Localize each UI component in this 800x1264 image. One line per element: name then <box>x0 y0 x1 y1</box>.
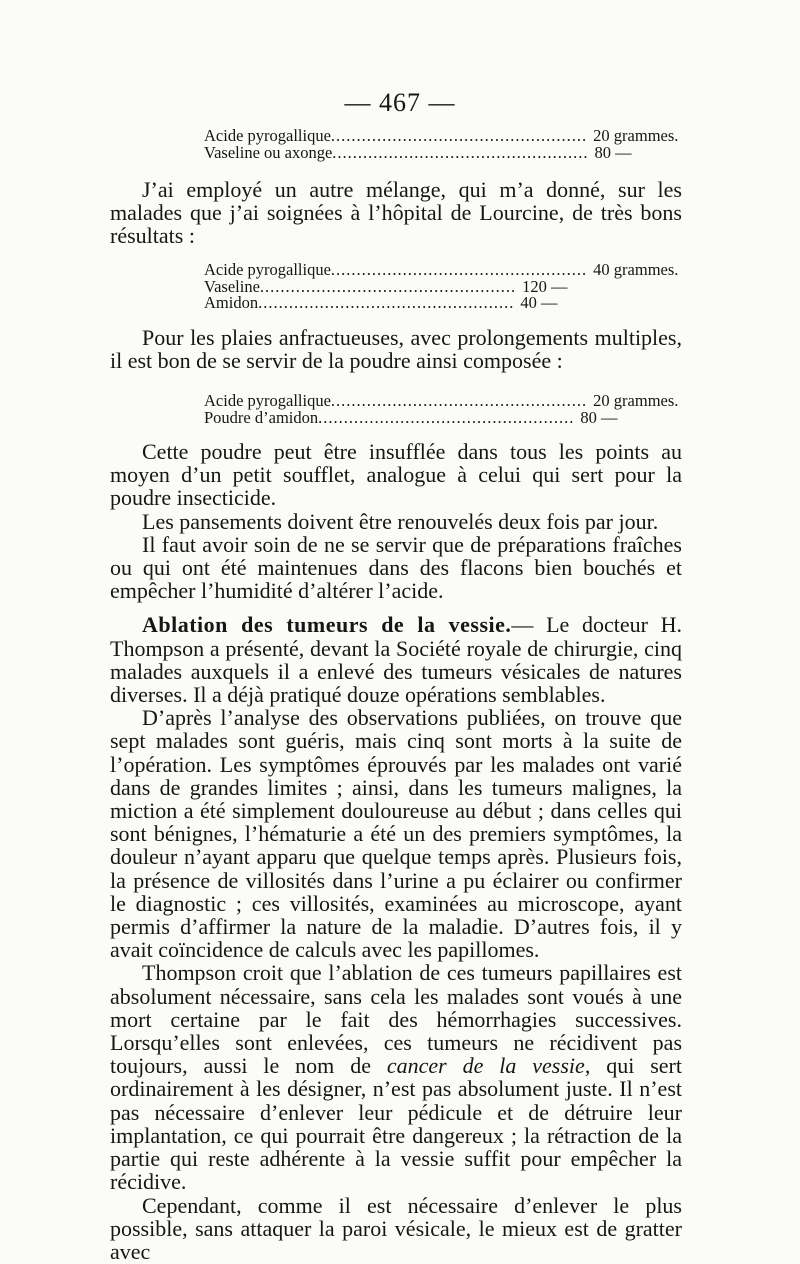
recipe-1 <box>204 126 679 162</box>
ingredient: Acide pyrogallique <box>204 260 331 279</box>
paragraph-4: Les pansements doivent être renouvelés deux fois par jour. <box>142 508 659 534</box>
ingredient: Acide pyrogallique <box>204 126 331 145</box>
quantity: 20 grammes. <box>593 126 679 145</box>
recipe-row: Vaseline .................................................. 120 — <box>204 279 622 296</box>
paragraph-6: D’après l’analyse des observations publiées, on trouve que sept malades sont guéris, mais cinq sont morts à la suite de l’opération. Les symptômes éprouvés par les malades ont varié dans de grandes limites ; ainsi, dans les tumeurs malignes, la miction a été simplement douloureuse au début ; dans celles qui sont bénignes, l’hématurie a été un des premiers symptômes, la douleur n’ayant apparu que quelque temps après. Plusieurs fois, la présence de villosités dans l’urine a pu éclairer ou confirmer le diagnostic ; ces villosités, examinées au microscope, ayant permis d’affirmer la nature de la maladie. D’autres fois, il y avait coïncidence de calculs avec les papillomes. <box>110 705 682 963</box>
recipe-row: Acide pyrogallique .................................................. 20 grammes. <box>204 393 622 410</box>
ingredient: Vaseline ou axonge <box>204 142 333 162</box>
text-run: Thompson croit que l’ablation de ces tumeurs papillaires est absolument nécessaire, sans cela les malades sont voués à une mort certaine par le fait des hémorrhagies successives. Lorsqu’elles sont enlevées, ces tumeurs ne récidivent pas toujours, aussi le nom de <box>110 960 682 1079</box>
section-body: — Le docteur H. Thompson a présenté, devant la Société royale de chirurgie, cinq malades auxquels il a enlevé des tumeurs vésicales de natures diverses. Il a déjà pratiqué douze opérations semblables. <box>110 612 682 708</box>
quantity: 20 grammes. <box>593 391 679 410</box>
recipe-row: Acide pyrogallique .................................................. 40 grammes. <box>204 262 622 279</box>
italic-term: cancer de la vessie <box>386 1053 585 1079</box>
recipe-row: Vaseline ou axonge .................................................. 80 — <box>204 145 622 162</box>
recipe-row: Amidon .................................................. 40 — <box>204 295 622 312</box>
paragraph-3: Cette poudre peut être insufflée dans tous les points au moyen d’un petit soufflet, analogue à celui qui sert pour la poudre insecticide. <box>110 439 682 511</box>
recipe-row: Poudre d’amidon .................................................. 80 — <box>204 410 622 427</box>
paragraph-8: Cependant, comme il est nécessaire d’enlever le plus possible, sans attaquer la paroi vésicale, le mieux est de gratter avec <box>110 1192 682 1264</box>
body-text <box>110 440 682 1263</box>
ingredient: Acide pyrogallique <box>204 391 331 410</box>
recipe-2 <box>204 260 679 313</box>
paragraph-5: Il faut avoir soin de ne se servir que de préparations fraîches ou qui ont été maintenues dans des flacons bien bouchés et empêcher l’humidité d’altérer l’acide. <box>110 531 682 604</box>
page-number: — 467 — <box>344 88 456 117</box>
section-paragraph <box>110 613 682 706</box>
quantity: 40 — <box>520 293 558 313</box>
text-run: , qui sert ordinairement à les désigner, n’est pas absolument juste. Il n’est pas nécessaire d’enlever leur pédicule et de détruire leur implantation, ce qui pourrait être dangereux ; la rétraction de la partie qui reste adhérente à la vessie suffit pour empêcher la récidive. <box>110 1053 682 1195</box>
quantity: 40 grammes. <box>593 260 679 279</box>
section-heading: Ablation des tumeurs de la vessie. <box>142 612 512 638</box>
paragraph-1 <box>110 178 682 248</box>
paragraph-text: Pour les plaies anfractueuses, avec prolongements multiples, il est bon de se servir de la poudre ainsi composée : <box>110 325 682 374</box>
recipe-row: Acide pyrogallique .................................................. 20 grammes. <box>204 128 622 145</box>
paragraph-2 <box>110 326 682 372</box>
quantity: 80 — <box>594 142 632 162</box>
paragraph-7 <box>110 961 682 1193</box>
paragraph-text: J’ai employé un autre mélange, qui m’a donné, sur les malades que j’ai soignées à l’hôpital de Lourcine, de très bons résultats : <box>110 177 682 249</box>
ingredient: Amidon <box>204 293 259 313</box>
ingredient: Vaseline <box>204 276 260 296</box>
quantity: 80 — <box>580 407 618 427</box>
recipe-3 <box>204 391 679 427</box>
ingredient: Poudre d’amidon <box>204 407 319 427</box>
quantity: 120 — <box>522 276 568 296</box>
